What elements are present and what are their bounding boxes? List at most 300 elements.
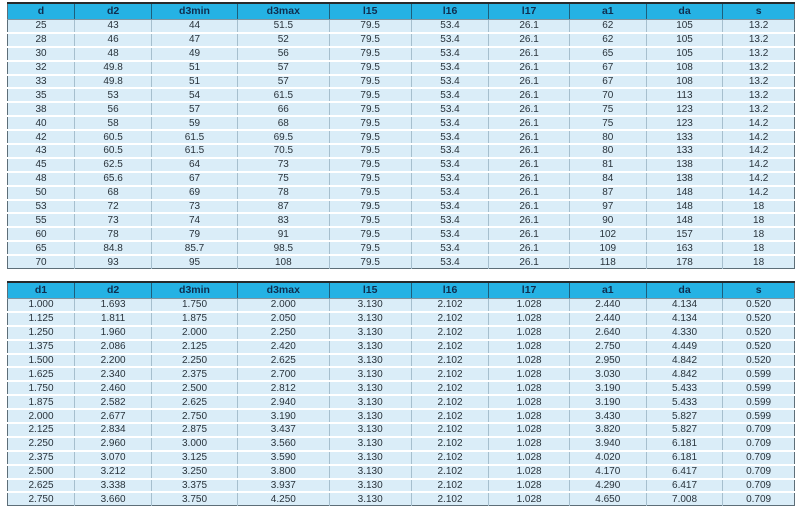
table-cell: 51 (152, 75, 238, 89)
table-cell: 75 (569, 116, 646, 130)
table-cell: 3.437 (237, 423, 329, 437)
table-cell: 1.028 (489, 312, 569, 326)
table-cell: 67 (569, 75, 646, 89)
table-cell: 178 (646, 255, 722, 268)
table-cell: 2.000 (237, 299, 329, 312)
table-cell: 3.000 (152, 437, 238, 451)
table-cell: 0.599 (723, 409, 795, 423)
table-cell: 3.130 (329, 479, 411, 493)
table-cell: 79.5 (329, 116, 411, 130)
dimension-table-metric (7, 2, 795, 269)
table-cell: 1.028 (489, 354, 569, 368)
table-cell: 7.008 (646, 492, 722, 505)
table-cell: 45 (8, 158, 75, 172)
table-row (8, 492, 795, 505)
column-header-l16: l16 (411, 282, 489, 299)
table-cell: 2.750 (152, 409, 238, 423)
column-header-d3max: d3max (237, 3, 329, 20)
table-cell: 80 (569, 144, 646, 158)
table-cell: 2.102 (411, 409, 489, 423)
table-cell: 3.560 (237, 437, 329, 451)
table-cell: 1.811 (75, 312, 152, 326)
table-cell: 2.102 (411, 395, 489, 409)
table-cell: 13.2 (723, 102, 795, 116)
table-cell: 1.960 (75, 326, 152, 340)
table-cell: 3.130 (329, 299, 411, 312)
table-cell: 2.440 (569, 312, 646, 326)
table-cell: 32 (8, 61, 75, 75)
table-cell: 105 (646, 47, 722, 61)
table-cell: 26.1 (489, 116, 569, 130)
table-cell: 2.102 (411, 492, 489, 505)
table-cell: 13.2 (723, 88, 795, 102)
table-cell: 70 (569, 88, 646, 102)
table-cell: 14.2 (723, 144, 795, 158)
table-cell: 49.8 (75, 75, 152, 89)
table-cell: 93 (75, 255, 152, 268)
table-row (8, 186, 795, 200)
table-cell: 0.709 (723, 479, 795, 493)
table-cell: 66 (237, 102, 329, 116)
table-cell: 4.020 (569, 451, 646, 465)
table-cell: 91 (237, 227, 329, 241)
table-cell: 48 (8, 172, 75, 186)
table-row (8, 47, 795, 61)
header-row (8, 282, 795, 299)
table-cell: 2.340 (75, 367, 152, 381)
table-cell: 26.1 (489, 130, 569, 144)
table-cell: 2.375 (8, 451, 75, 465)
table-cell: 53 (75, 88, 152, 102)
table-row (8, 33, 795, 47)
table-cell: 43 (8, 144, 75, 158)
table-cell: 46 (75, 33, 152, 47)
table-row (8, 172, 795, 186)
table-cell: 2.677 (75, 409, 152, 423)
table-cell: 60.5 (75, 130, 152, 144)
column-header-da: da (646, 3, 722, 20)
table-row (8, 130, 795, 144)
table-cell: 79.5 (329, 144, 411, 158)
table-cell: 1.250 (8, 326, 75, 340)
table-cell: 57 (152, 102, 238, 116)
table-cell: 6.181 (646, 437, 722, 451)
table-cell: 3.430 (569, 409, 646, 423)
table-cell: 54 (152, 88, 238, 102)
dimension-table-inch (7, 281, 795, 506)
table-cell: 0.520 (723, 354, 795, 368)
table-cell: 0.709 (723, 451, 795, 465)
table-cell: 4.250 (237, 492, 329, 505)
table-cell: 73 (152, 200, 238, 214)
table-row (8, 227, 795, 241)
table-cell: 6.417 (646, 465, 722, 479)
table-cell: 79.5 (329, 33, 411, 47)
table-cell: 79.5 (329, 200, 411, 214)
table-cell: 87 (237, 200, 329, 214)
table-cell: 79.5 (329, 241, 411, 255)
table-cell: 75 (569, 102, 646, 116)
column-header-d1: d1 (8, 282, 75, 299)
table-row (8, 61, 795, 75)
table-cell: 2.375 (152, 367, 238, 381)
column-header-d2: d2 (75, 282, 152, 299)
table-cell: 2.440 (569, 299, 646, 312)
table-cell: 2.625 (8, 479, 75, 493)
table-cell: 53.4 (411, 200, 489, 214)
table-cell: 1.375 (8, 340, 75, 354)
table-cell: 53.4 (411, 158, 489, 172)
table-cell: 65 (8, 241, 75, 255)
table-cell: 26.1 (489, 20, 569, 33)
table-cell: 69 (152, 186, 238, 200)
table-cell: 26.1 (489, 186, 569, 200)
table-cell: 70.5 (237, 144, 329, 158)
table-cell: 52 (237, 33, 329, 47)
table-cell: 53.4 (411, 227, 489, 241)
table-cell: 26.1 (489, 158, 569, 172)
table-cell: 2.102 (411, 340, 489, 354)
table-cell: 14.2 (723, 116, 795, 130)
table-cell: 102 (569, 227, 646, 241)
table-cell: 1.625 (8, 367, 75, 381)
column-header-l17: l17 (489, 3, 569, 20)
table-cell: 123 (646, 102, 722, 116)
table-cell: 1.028 (489, 465, 569, 479)
table-cell: 3.212 (75, 465, 152, 479)
table-cell: 84.8 (75, 241, 152, 255)
table-row (8, 299, 795, 312)
table-cell: 0.599 (723, 381, 795, 395)
table-cell: 18 (723, 255, 795, 268)
table-cell: 26.1 (489, 144, 569, 158)
table-cell: 5.827 (646, 409, 722, 423)
table-cell: 53.4 (411, 75, 489, 89)
table-cell: 74 (152, 213, 238, 227)
table-cell: 26.1 (489, 213, 569, 227)
table-cell: 42 (8, 130, 75, 144)
table-cell: 3.660 (75, 492, 152, 505)
table-cell: 79.5 (329, 47, 411, 61)
table-cell: 79.5 (329, 20, 411, 33)
table-cell: 26.1 (489, 33, 569, 47)
table-cell: 61.5 (152, 144, 238, 158)
table-cell: 1.028 (489, 409, 569, 423)
table-cell: 18 (723, 227, 795, 241)
table-cell: 4.842 (646, 354, 722, 368)
table-cell: 2.625 (152, 395, 238, 409)
table-cell: 0.520 (723, 326, 795, 340)
table-cell: 133 (646, 130, 722, 144)
table-row (8, 423, 795, 437)
table-cell: 3.130 (329, 423, 411, 437)
table-cell: 1.028 (489, 395, 569, 409)
table-cell: 58 (75, 116, 152, 130)
column-header-l15: l15 (329, 3, 411, 20)
table-cell: 148 (646, 186, 722, 200)
table-cell: 28 (8, 33, 75, 47)
table-cell: 3.590 (237, 451, 329, 465)
table-cell: 64 (152, 158, 238, 172)
table-cell: 79.5 (329, 61, 411, 75)
table-cell: 163 (646, 241, 722, 255)
table-cell: 2.960 (75, 437, 152, 451)
table-cell: 26.1 (489, 102, 569, 116)
table-cell: 4.330 (646, 326, 722, 340)
table-cell: 59 (152, 116, 238, 130)
table-cell: 61.5 (237, 88, 329, 102)
table-cell: 56 (75, 102, 152, 116)
table-row (8, 409, 795, 423)
table-cell: 56 (237, 47, 329, 61)
table-cell: 3.130 (329, 437, 411, 451)
table-cell: 2.102 (411, 437, 489, 451)
table-cell: 79.5 (329, 213, 411, 227)
table-cell: 138 (646, 172, 722, 186)
table-cell: 14.2 (723, 158, 795, 172)
table-cell: 25 (8, 20, 75, 33)
table-cell: 2.102 (411, 312, 489, 326)
table-row (8, 102, 795, 116)
table-cell: 148 (646, 200, 722, 214)
table-cell: 14.2 (723, 130, 795, 144)
table-cell: 3.125 (152, 451, 238, 465)
table-cell: 65 (569, 47, 646, 61)
column-header-d3min: d3min (152, 282, 238, 299)
table-cell: 3.130 (329, 381, 411, 395)
table-cell: 0.709 (723, 465, 795, 479)
table-cell: 2.640 (569, 326, 646, 340)
table-cell: 57 (237, 75, 329, 89)
table-cell: 3.800 (237, 465, 329, 479)
table-cell: 33 (8, 75, 75, 89)
table-cell: 2.086 (75, 340, 152, 354)
column-header-d: d (8, 3, 75, 20)
table-cell: 79 (152, 227, 238, 241)
table-cell: 70 (8, 255, 75, 268)
table-cell: 47 (152, 33, 238, 47)
table-cell: 2.250 (152, 354, 238, 368)
table-cell: 2.102 (411, 299, 489, 312)
table-cell: 87 (569, 186, 646, 200)
table-cell: 90 (569, 213, 646, 227)
table-cell: 2.700 (237, 367, 329, 381)
table-cell: 4.170 (569, 465, 646, 479)
table-cell: 2.102 (411, 479, 489, 493)
table-cell: 1.028 (489, 437, 569, 451)
table-cell: 26.1 (489, 241, 569, 255)
table-cell: 49.8 (75, 61, 152, 75)
table-cell: 13.2 (723, 33, 795, 47)
table-cell: 53.4 (411, 33, 489, 47)
table-cell: 2.102 (411, 326, 489, 340)
table-cell: 38 (8, 102, 75, 116)
table-cell: 1.500 (8, 354, 75, 368)
table-cell: 79.5 (329, 227, 411, 241)
table-cell: 6.181 (646, 451, 722, 465)
table-row (8, 213, 795, 227)
table-cell: 118 (569, 255, 646, 268)
table-cell: 80 (569, 130, 646, 144)
table-cell: 53.4 (411, 255, 489, 268)
table-row (8, 312, 795, 326)
table-row (8, 255, 795, 268)
table-cell: 2.250 (8, 437, 75, 451)
table-cell: 97 (569, 200, 646, 214)
table-cell: 79.5 (329, 186, 411, 200)
table-cell: 14.2 (723, 186, 795, 200)
table-cell: 2.200 (75, 354, 152, 368)
table-row (8, 158, 795, 172)
table-cell: 69.5 (237, 130, 329, 144)
column-header-d3max: d3max (237, 282, 329, 299)
table-cell: 0.520 (723, 312, 795, 326)
table-cell: 3.940 (569, 437, 646, 451)
table-row (8, 367, 795, 381)
table-cell: 105 (646, 20, 722, 33)
table-cell: 157 (646, 227, 722, 241)
table-cell: 53.4 (411, 116, 489, 130)
table-row (8, 75, 795, 89)
table-cell: 68 (75, 186, 152, 200)
table-cell: 3.130 (329, 312, 411, 326)
table-cell: 68 (237, 116, 329, 130)
column-header-da: da (646, 282, 722, 299)
table-cell: 109 (569, 241, 646, 255)
table-cell: 1.028 (489, 381, 569, 395)
table-cell: 4.134 (646, 312, 722, 326)
table-cell: 3.937 (237, 479, 329, 493)
table-cell: 1.693 (75, 299, 152, 312)
table-cell: 2.102 (411, 381, 489, 395)
table-cell: 3.030 (569, 367, 646, 381)
table-cell: 95 (152, 255, 238, 268)
table-row (8, 326, 795, 340)
table-row (8, 116, 795, 130)
table-cell: 53.4 (411, 88, 489, 102)
table-cell: 53 (8, 200, 75, 214)
table-row (8, 395, 795, 409)
table-cell: 79.5 (329, 75, 411, 89)
table-cell: 2.102 (411, 354, 489, 368)
table-cell: 14.2 (723, 172, 795, 186)
table-cell: 51 (152, 61, 238, 75)
table-cell: 85.7 (152, 241, 238, 255)
table-cell: 53.4 (411, 241, 489, 255)
table-cell: 2.812 (237, 381, 329, 395)
table-cell: 49 (152, 47, 238, 61)
table-cell: 50 (8, 186, 75, 200)
table-cell: 3.190 (569, 395, 646, 409)
table-row (8, 88, 795, 102)
table-cell: 53.4 (411, 186, 489, 200)
table-cell: 1.125 (8, 312, 75, 326)
table-cell: 26.1 (489, 172, 569, 186)
table-cell: 26.1 (489, 75, 569, 89)
table-cell: 53.4 (411, 144, 489, 158)
table-cell: 79.5 (329, 102, 411, 116)
table-cell: 138 (646, 158, 722, 172)
table-cell: 4.449 (646, 340, 722, 354)
table-cell: 108 (646, 75, 722, 89)
column-header-s: s (723, 282, 795, 299)
table-cell: 73 (237, 158, 329, 172)
table-cell: 0.520 (723, 340, 795, 354)
table-cell: 4.290 (569, 479, 646, 493)
table-cell: 2.500 (8, 465, 75, 479)
table-cell: 55 (8, 213, 75, 227)
table-cell: 2.460 (75, 381, 152, 395)
table-cell: 72 (75, 200, 152, 214)
table-cell: 79.5 (329, 172, 411, 186)
table-cell: 60.5 (75, 144, 152, 158)
table-cell: 18 (723, 213, 795, 227)
table-cell: 2.102 (411, 367, 489, 381)
column-header-l16: l16 (411, 3, 489, 20)
table-cell: 3.750 (152, 492, 238, 505)
table-row (8, 354, 795, 368)
table-cell: 2.102 (411, 423, 489, 437)
column-header-a1: a1 (569, 282, 646, 299)
table-cell: 1.028 (489, 367, 569, 381)
table-cell: 78 (75, 227, 152, 241)
table-cell: 26.1 (489, 47, 569, 61)
table-cell: 0.520 (723, 299, 795, 312)
table-cell: 67 (152, 172, 238, 186)
table-row (8, 381, 795, 395)
table-cell: 53.4 (411, 20, 489, 33)
table-cell: 44 (152, 20, 238, 33)
table-cell: 148 (646, 213, 722, 227)
table-row (8, 340, 795, 354)
table-cell: 133 (646, 144, 722, 158)
table-cell: 2.250 (237, 326, 329, 340)
column-header-d2: d2 (75, 3, 152, 20)
table-cell: 3.250 (152, 465, 238, 479)
table-cell: 1.028 (489, 492, 569, 505)
table-cell: 1.750 (8, 381, 75, 395)
table-cell: 53.4 (411, 213, 489, 227)
table-cell: 57 (237, 61, 329, 75)
table-cell: 26.1 (489, 255, 569, 268)
table-cell: 13.2 (723, 47, 795, 61)
table-cell: 2.125 (152, 340, 238, 354)
table-cell: 81 (569, 158, 646, 172)
table-cell: 1.028 (489, 340, 569, 354)
table-cell: 98.5 (237, 241, 329, 255)
table-row (8, 479, 795, 493)
table-cell: 1.028 (489, 299, 569, 312)
table-cell: 3.130 (329, 492, 411, 505)
table-cell: 3.190 (569, 381, 646, 395)
column-header-l15: l15 (329, 282, 411, 299)
table-cell: 53.4 (411, 61, 489, 75)
table-cell: 113 (646, 88, 722, 102)
table-cell: 4.842 (646, 367, 722, 381)
table-cell: 1.875 (8, 395, 75, 409)
table-cell: 1.028 (489, 479, 569, 493)
table-cell: 2.125 (8, 423, 75, 437)
table-cell: 83 (237, 213, 329, 227)
table-cell: 2.000 (152, 326, 238, 340)
table-cell: 3.130 (329, 395, 411, 409)
table-cell: 2.050 (237, 312, 329, 326)
table-cell: 53.4 (411, 47, 489, 61)
table-cell: 2.875 (152, 423, 238, 437)
table-cell: 1.875 (152, 312, 238, 326)
table-cell: 108 (237, 255, 329, 268)
table-cell: 3.130 (329, 465, 411, 479)
